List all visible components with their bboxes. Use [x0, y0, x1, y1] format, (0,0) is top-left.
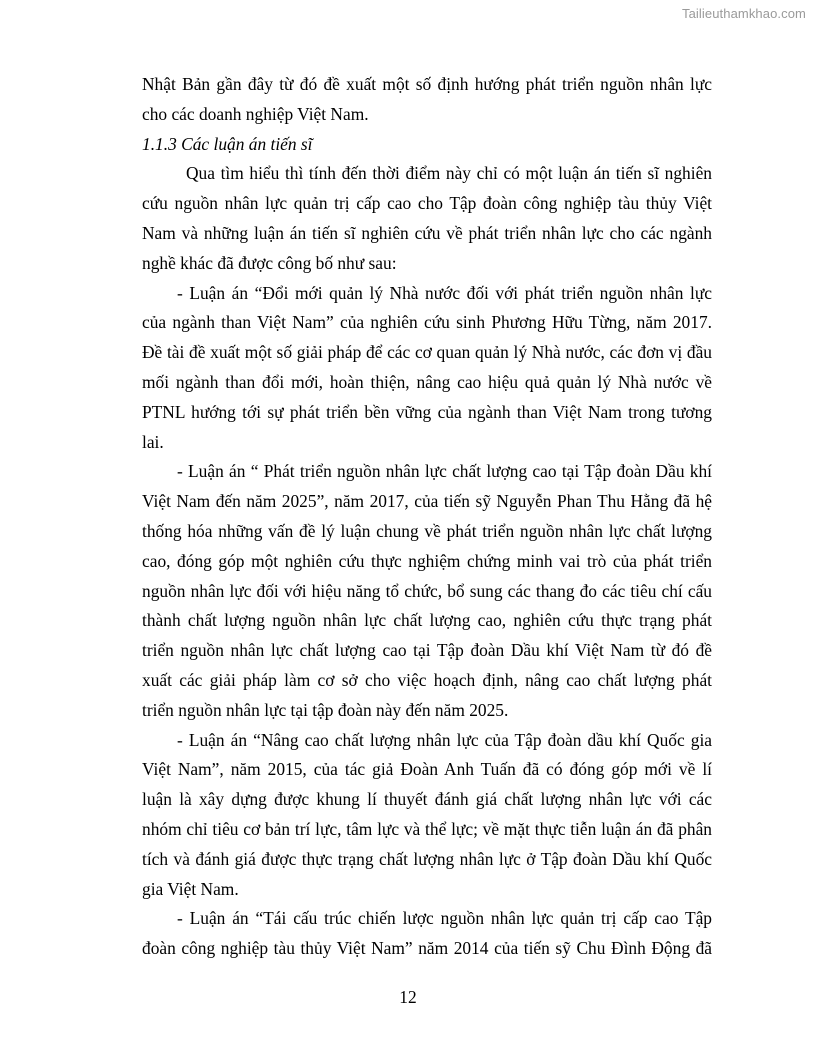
text-line: - Luận án “Tái cấu trúc chiến lược nguồn nhân lực quản trị cấp cao Tập: [177, 908, 712, 929]
watermark: Tailieuthamkhao.com: [681, 6, 806, 21]
text-line: Nhật Bản gần đây từ đó đề xuất một số định hướng phát triển nguồn nhân lực: [142, 74, 712, 94]
text-line: - Luận án “Đổi mới quản lý Nhà nước đối với phát triển nguồn nhân lực: [177, 282, 712, 303]
page-number: 12: [399, 987, 417, 1007]
text-line: tích và đánh giá được thực trạng chất lượng nhân lực ở Tập đoàn Dầu khí Quốc: [142, 848, 712, 869]
text-line: thành chất lượng nguồn nhân lực chất lượng cao, nghiên cứu thực trạng phát: [142, 610, 712, 631]
text-line: gia Việt Nam.: [142, 878, 239, 899]
text-line: Đề tài đề xuất một số giải pháp để các cơ quan quản lý Nhà nước, các đơn vị đầu: [142, 342, 712, 363]
paragraph-thesis-4: [142, 904, 712, 964]
text-line: triển nguồn nhân lực chất lượng cao tại Tập đoàn Dầu khí Việt Nam từ đó đề: [142, 640, 712, 661]
paragraph-continuation: [142, 70, 712, 130]
text-line: luận là xây dựng được khung lí thuyết đánh giá chất lượng nhân lực với các: [142, 789, 712, 810]
text-line: cho các doanh nghiệp Việt Nam.: [142, 103, 369, 124]
text-line: cứu nguồn nhân lực quản trị cấp cao cho Tập đoàn công nghiệp tàu thủy Việt: [142, 193, 712, 214]
text-line: cao, đóng góp một nghiên cứu thực nghiệm chứng minh vai trò của phát triển: [142, 550, 712, 571]
text-line: nghề khác đã được công bố như sau:: [142, 252, 397, 273]
text-line: xuất các giải pháp làm cơ sở cho việc hoạch định, nâng cao chất lượng phát: [142, 669, 712, 690]
section-heading: 1.1.3 Các luận án tiến sĩ: [142, 133, 313, 154]
text-line: của ngành than Việt Nam” của nghiên cứu sinh Phương Hữu Từng, năm 2017.: [142, 312, 712, 333]
paragraph-intro: [142, 159, 712, 278]
text-line: mối ngành than đổi mới, hoàn thiện, nâng cao hiệu quả quản lý Nhà nước về: [142, 371, 712, 392]
text-line: nguồn nhân lực đối với hiệu năng tổ chức, bổ sung các thang đo các tiêu chí cấu: [142, 580, 712, 601]
text-line: triển nguồn nhân lực tại tập đoàn này đến năm 2025.: [142, 699, 509, 720]
text-line: nhóm chỉ tiêu cơ bản trí lực, tâm lực và thể lực; về mặt thực tiễn luận án đã phân: [142, 818, 712, 839]
document-body: [142, 70, 712, 964]
text-line: Nam và những luận án tiến sĩ nghiên cứu về phát triển nhân lực cho các ngành: [142, 222, 712, 243]
text-line: PTNL hướng tới sự phát triển bền vững của ngành than Việt Nam trong tương: [142, 401, 712, 422]
paragraph-thesis-1: [142, 279, 712, 458]
paragraph-thesis-3: [142, 726, 712, 905]
text-line: đoàn công nghiệp tàu thủy Việt Nam” năm 2014 của tiến sỹ Chu Đình Động đã: [142, 938, 712, 959]
text-line: Việt Nam đến năm 2025”, năm 2017, của tiến sỹ Nguyễn Phan Thu Hằng đã hệ: [142, 491, 712, 512]
text-line: Qua tìm hiểu thì tính đến thời điểm này chỉ có một luận án tiến sĩ nghiên: [186, 163, 712, 184]
text-line: thống hóa những vấn đề lý luận chung về phát triển nguồn nhân lực chất lượng: [142, 520, 712, 541]
text-line: lai.: [142, 431, 164, 452]
text-line: - Luận án “Nâng cao chất lượng nhân lực của Tập đoàn dầu khí Quốc gia: [177, 729, 712, 750]
paragraph-thesis-2: [142, 457, 712, 725]
text-line: - Luận án “ Phát triển nguồn nhân lực chất lượng cao tại Tập đoàn Dầu khí: [177, 461, 712, 482]
text-line: Việt Nam”, năm 2015, của tác giả Đoàn Anh Tuấn đã có đóng góp mới về lí: [142, 759, 712, 780]
